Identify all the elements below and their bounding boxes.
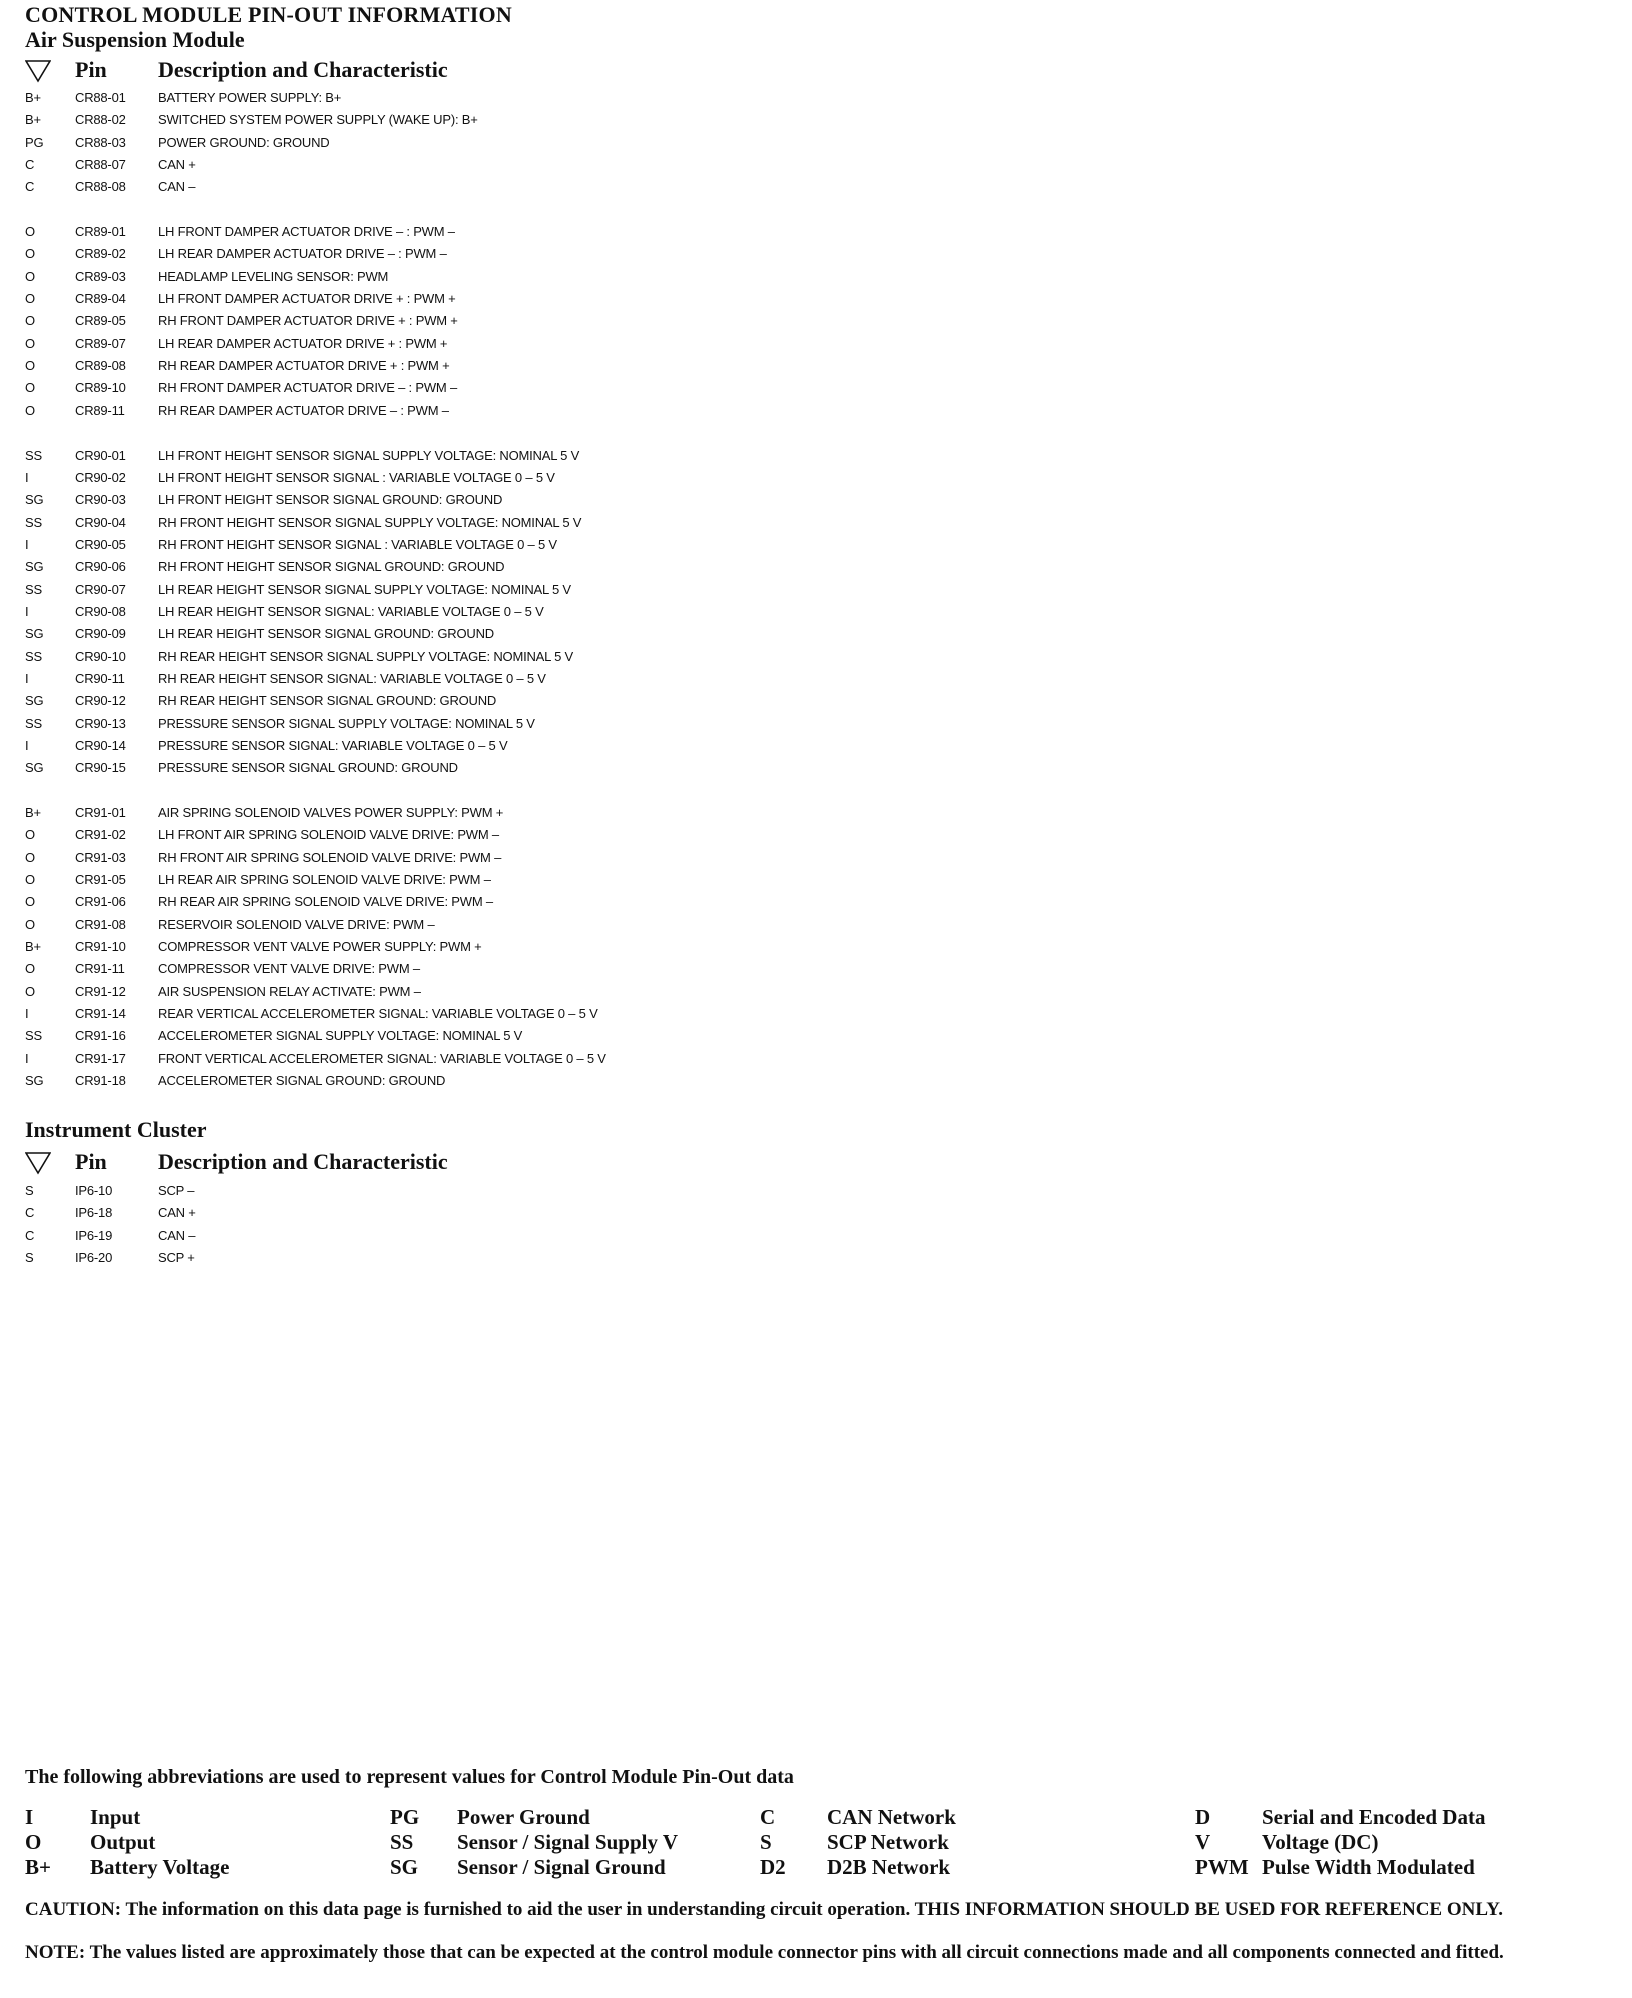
- pin-code: O: [25, 291, 35, 307]
- pin-code: C: [25, 1227, 35, 1243]
- pin-code: SG: [25, 492, 44, 508]
- pin-row: [25, 333, 825, 355]
- pin-number: CR91-18: [75, 1073, 126, 1089]
- column-header-description: Description and Characteristic: [158, 1149, 448, 1174]
- pin-row: [25, 668, 825, 690]
- pin-row: [25, 847, 825, 869]
- pin-code: O: [25, 402, 35, 418]
- pin-code: O: [25, 313, 35, 329]
- pin-description: AIR SPRING SOLENOID VALVES POWER SUPPLY: PWM +: [158, 805, 504, 820]
- pin-number: CR90-01: [75, 447, 126, 463]
- pin-row: [25, 445, 825, 467]
- pin-table-instrument-cluster: [25, 1180, 825, 1269]
- pin-code: S: [25, 1183, 34, 1198]
- pin-row: [25, 132, 825, 154]
- pin-code: O: [25, 224, 35, 240]
- pin-number: CR88-01: [75, 90, 126, 105]
- triangle-symbol-icon: [25, 1151, 51, 1175]
- pin-code: O: [25, 827, 35, 843]
- pin-code: SS: [25, 715, 42, 731]
- pin-row: [25, 154, 825, 176]
- pin-row: [25, 891, 825, 913]
- pin-description: HEADLAMP LEVELING SENSOR: PWM: [158, 268, 389, 284]
- pin-number: IP6-20: [75, 1250, 113, 1266]
- pin-number: CR88-08: [75, 179, 126, 195]
- pin-number: CR90-02: [75, 469, 126, 485]
- pin-description: SCP +: [158, 1250, 195, 1266]
- pin-row: [25, 1048, 825, 1070]
- legend-def: Sensor / Signal Supply V: [457, 1830, 678, 1854]
- pin-number: CR89-03: [75, 268, 126, 284]
- legend-abbr: I: [25, 1805, 34, 1829]
- pin-code: SS: [25, 447, 42, 463]
- pin-number: CR90-15: [75, 760, 126, 776]
- pin-code: SS: [25, 648, 42, 664]
- section-title-air-suspension: Air Suspension Module: [25, 27, 245, 52]
- pin-row: [25, 735, 825, 757]
- pin-row: [25, 534, 825, 556]
- pin-description: ACCELEROMETER SIGNAL SUPPLY VOLTAGE: NOMINAL 5 V: [158, 1028, 523, 1044]
- column-header-pin: Pin: [75, 1149, 107, 1174]
- pin-code: O: [25, 983, 35, 999]
- pin-code: C: [25, 157, 35, 173]
- pin-number: CR90-08: [75, 603, 126, 619]
- pin-number: IP6-10: [75, 1183, 113, 1198]
- pin-row: [25, 623, 825, 645]
- legend-def: Voltage (DC): [1262, 1830, 1379, 1854]
- pin-code: S: [25, 1250, 34, 1266]
- pin-description: RESERVOIR SOLENOID VALVE DRIVE: PWM –: [158, 916, 435, 932]
- pin-row: [25, 1225, 825, 1247]
- pin-description: ACCELEROMETER SIGNAL GROUND: GROUND: [158, 1073, 446, 1089]
- pin-number: CR90-06: [75, 559, 126, 575]
- legend-def: D2B Network: [827, 1855, 951, 1879]
- pin-row: [25, 310, 825, 332]
- pin-description: LH FRONT DAMPER ACTUATOR DRIVE + : PWM +: [158, 291, 456, 307]
- pin-row: [25, 109, 825, 131]
- pin-row: [25, 176, 825, 198]
- pin-description: RH REAR HEIGHT SENSOR SIGNAL SUPPLY VOLTAGE: NOMINAL 5 V: [158, 648, 574, 664]
- pin-number: CR90-12: [75, 693, 126, 709]
- pin-description: LH REAR DAMPER ACTUATOR DRIVE + : PWM +: [158, 335, 448, 351]
- legend-abbr: SS: [390, 1830, 414, 1854]
- pin-description: RH FRONT DAMPER ACTUATOR DRIVE – : PWM –: [158, 380, 457, 396]
- pin-code: I: [25, 670, 29, 686]
- pin-row: [25, 400, 825, 422]
- group-spacer: [25, 422, 825, 444]
- pin-code: O: [25, 849, 35, 865]
- pin-row: [25, 1025, 825, 1047]
- pin-description: CAN –: [158, 1227, 196, 1243]
- pin-description: FRONT VERTICAL ACCELEROMETER SIGNAL: VARIABLE VOLTAGE 0 – 5 V: [158, 1050, 606, 1066]
- pin-description: RH REAR HEIGHT SENSOR SIGNAL: VARIABLE VOLTAGE 0 – 5 V: [158, 670, 546, 686]
- legend-def: Sensor / Signal Ground: [457, 1855, 666, 1879]
- pin-number: CR91-02: [75, 827, 126, 843]
- pin-description: LH FRONT HEIGHT SENSOR SIGNAL : VARIABLE VOLTAGE 0 – 5 V: [158, 469, 555, 485]
- pin-number: CR90-03: [75, 492, 126, 508]
- pin-code: SS: [25, 1028, 42, 1044]
- pin-row: [25, 690, 825, 712]
- pin-code: O: [25, 916, 35, 932]
- pin-number: CR91-14: [75, 1006, 126, 1022]
- pin-number: CR90-11: [75, 670, 125, 686]
- pin-row: [25, 556, 825, 578]
- pin-row: [25, 243, 825, 265]
- column-header-description: Description and Characteristic: [158, 57, 448, 82]
- pin-description: PRESSURE SENSOR SIGNAL: VARIABLE VOLTAGE 0 – 5 V: [158, 737, 508, 753]
- pin-number: CR91-03: [75, 849, 126, 865]
- legend-abbr: D2: [760, 1855, 786, 1879]
- legend-abbr: PG: [390, 1805, 420, 1829]
- pin-row: [25, 958, 825, 980]
- legend-def: Input: [90, 1805, 141, 1829]
- pin-number: CR88-07: [75, 157, 126, 173]
- pin-row: [25, 914, 825, 936]
- pin-description: LH REAR DAMPER ACTUATOR DRIVE – : PWM –: [158, 246, 447, 262]
- pin-description: PRESSURE SENSOR SIGNAL SUPPLY VOLTAGE: NOMINAL 5 V: [158, 715, 535, 731]
- pin-description: COMPRESSOR VENT VALVE POWER SUPPLY: PWM +: [158, 939, 482, 955]
- pin-number: CR90-04: [75, 514, 126, 530]
- pin-row: [25, 355, 825, 377]
- pin-description: AIR SUSPENSION RELAY ACTIVATE: PWM –: [158, 983, 421, 999]
- pin-description: PRESSURE SENSOR SIGNAL GROUND: GROUND: [158, 760, 458, 776]
- pin-description: CAN +: [158, 157, 196, 173]
- pin-code: I: [25, 469, 29, 485]
- pin-row: [25, 87, 825, 109]
- group-spacer: [25, 199, 825, 221]
- group-spacer: [25, 780, 825, 802]
- pin-description: LH FRONT HEIGHT SENSOR SIGNAL SUPPLY VOLTAGE: NOMINAL 5 V: [158, 447, 580, 463]
- pin-row: [25, 802, 825, 824]
- legend-def: SCP Network: [827, 1830, 949, 1854]
- legend-def: Power Ground: [457, 1805, 590, 1829]
- pin-number: CR91-01: [75, 805, 126, 820]
- pin-code: SG: [25, 1073, 44, 1089]
- pin-description: LH FRONT DAMPER ACTUATOR DRIVE – : PWM –: [158, 224, 455, 240]
- pin-code: I: [25, 1050, 29, 1066]
- pin-row: [25, 1202, 825, 1224]
- pin-code: I: [25, 1006, 29, 1022]
- pin-number: CR89-01: [75, 224, 126, 240]
- pin-code: O: [25, 894, 35, 910]
- pin-row: [25, 266, 825, 288]
- pin-number: CR91-05: [75, 872, 126, 888]
- pin-number: CR88-02: [75, 112, 126, 128]
- pin-number: CR89-05: [75, 313, 126, 329]
- pin-row: [25, 824, 825, 846]
- pin-number: CR90-10: [75, 648, 126, 664]
- pin-description: LH FRONT HEIGHT SENSOR SIGNAL GROUND: GROUND: [158, 492, 503, 508]
- pin-number: CR90-13: [75, 715, 126, 731]
- pin-row: [25, 936, 825, 958]
- pin-row: [25, 1247, 825, 1269]
- pin-number: CR91-06: [75, 894, 126, 910]
- pin-code: I: [25, 536, 29, 552]
- pin-description: SCP –: [158, 1183, 195, 1198]
- column-header-instrument-cluster: [25, 1149, 725, 1179]
- pin-number: CR88-03: [75, 134, 126, 150]
- pin-code: O: [25, 268, 35, 284]
- legend-abbr: O: [25, 1830, 42, 1854]
- pin-row: [25, 646, 825, 668]
- pin-row: [25, 1003, 825, 1025]
- pin-code: O: [25, 335, 35, 351]
- pin-description: RH REAR DAMPER ACTUATOR DRIVE + : PWM +: [158, 358, 450, 374]
- pin-row: [25, 377, 825, 399]
- pin-number: CR91-10: [75, 939, 126, 955]
- pin-number: CR91-08: [75, 916, 126, 932]
- legend-def: CAN Network: [827, 1805, 956, 1829]
- pin-code: O: [25, 872, 35, 888]
- caution-text: CAUTION: The information on this data page is furnished to aid the user in understanding circuit operation. THIS INFORMATION SHOULD BE USED FOR REFERENCE ONLY.: [25, 1899, 1504, 1920]
- column-header-pin: Pin: [75, 57, 107, 82]
- pin-description: POWER GROUND: GROUND: [158, 134, 330, 150]
- pin-code: PG: [25, 134, 44, 150]
- pin-description: LH REAR HEIGHT SENSOR SIGNAL SUPPLY VOLTAGE: NOMINAL 5 V: [158, 581, 571, 597]
- pin-code: C: [25, 1205, 35, 1221]
- legend-abbr: V: [1195, 1830, 1211, 1854]
- pin-description: BATTERY POWER SUPPLY: B+: [158, 90, 342, 105]
- pin-code: SG: [25, 760, 44, 776]
- pin-row: [25, 713, 825, 735]
- pin-code: I: [25, 737, 29, 753]
- pin-row: [25, 601, 825, 623]
- pin-code: B+: [25, 939, 41, 955]
- pin-number: CR90-05: [75, 536, 126, 552]
- note-text: NOTE: The values listed are approximately those that can be expected at the control module connector pins with all circuit connections made and all components connected and fitted.: [25, 1942, 1504, 1963]
- pin-row: [25, 489, 825, 511]
- abbreviations-legend: [25, 1805, 1615, 1885]
- column-header-air-suspension: [25, 57, 725, 87]
- legend-abbr: D: [1195, 1805, 1211, 1829]
- pin-number: CR90-14: [75, 737, 126, 753]
- pin-row: [25, 512, 825, 534]
- pin-row: [25, 1180, 825, 1202]
- pin-row: [25, 757, 825, 779]
- pin-row: [25, 467, 825, 489]
- legend-def: Serial and Encoded Data: [1262, 1805, 1486, 1829]
- pin-code: O: [25, 961, 35, 977]
- pin-code: SG: [25, 626, 44, 642]
- pin-code: B+: [25, 805, 41, 820]
- pin-code: SG: [25, 693, 44, 709]
- pin-description: LH FRONT AIR SPRING SOLENOID VALVE DRIVE: PWM –: [158, 827, 499, 843]
- pin-description: RH FRONT HEIGHT SENSOR SIGNAL GROUND: GROUND: [158, 559, 505, 575]
- pin-number: IP6-19: [75, 1227, 113, 1243]
- legend-abbr: PWM: [1195, 1855, 1249, 1879]
- pin-description: RH FRONT HEIGHT SENSOR SIGNAL SUPPLY VOLTAGE: NOMINAL 5 V: [158, 514, 582, 530]
- pin-code: O: [25, 380, 35, 396]
- pin-number: CR89-02: [75, 246, 126, 262]
- pin-number: CR91-12: [75, 983, 126, 999]
- pin-code: I: [25, 603, 29, 619]
- legend-abbr: B+: [25, 1855, 51, 1879]
- pin-description: COMPRESSOR VENT VALVE DRIVE: PWM –: [158, 961, 420, 977]
- pin-description: SWITCHED SYSTEM POWER SUPPLY (WAKE UP): B+: [158, 112, 478, 128]
- pin-number: CR90-07: [75, 581, 126, 597]
- pin-description: RH FRONT AIR SPRING SOLENOID VALVE DRIVE: PWM –: [158, 849, 502, 865]
- pin-number: IP6-18: [75, 1205, 113, 1221]
- pin-code: C: [25, 179, 35, 195]
- pin-row: [25, 288, 825, 310]
- pin-description: CAN +: [158, 1205, 196, 1221]
- legend-abbr: SG: [390, 1855, 419, 1879]
- legend-abbr: C: [760, 1805, 776, 1829]
- legend-def: Battery Voltage: [90, 1855, 230, 1879]
- pin-row: [25, 579, 825, 601]
- pin-code: SS: [25, 581, 42, 597]
- legend-abbr: S: [760, 1830, 772, 1854]
- pin-description: LH REAR AIR SPRING SOLENOID VALVE DRIVE: PWM –: [158, 872, 491, 888]
- triangle-symbol-icon: [25, 59, 51, 83]
- pin-number: CR91-17: [75, 1050, 126, 1066]
- pin-code: B+: [25, 112, 41, 128]
- pin-description: REAR VERTICAL ACCELEROMETER SIGNAL: VARIABLE VOLTAGE 0 – 5 V: [158, 1006, 598, 1022]
- pin-number: CR91-11: [75, 961, 125, 977]
- pin-row: [25, 1070, 825, 1092]
- pin-number: CR89-08: [75, 358, 126, 374]
- pin-code: B+: [25, 90, 41, 105]
- page-title: CONTROL MODULE PIN-OUT INFORMATION: [25, 2, 512, 27]
- legend-def: Pulse Width Modulated: [1262, 1855, 1475, 1879]
- pin-row: [25, 869, 825, 891]
- pin-description: LH REAR HEIGHT SENSOR SIGNAL GROUND: GROUND: [158, 626, 494, 642]
- pin-number: CR89-10: [75, 380, 126, 396]
- pin-number: CR89-07: [75, 335, 126, 351]
- pin-description: RH REAR HEIGHT SENSOR SIGNAL GROUND: GROUND: [158, 693, 497, 709]
- pin-number: CR91-16: [75, 1028, 126, 1044]
- pin-number: CR89-11: [75, 402, 125, 418]
- pin-code: O: [25, 358, 35, 374]
- pin-description: RH REAR AIR SPRING SOLENOID VALVE DRIVE: PWM –: [158, 894, 493, 910]
- section-title-instrument-cluster: Instrument Cluster: [25, 1117, 207, 1142]
- pin-number: CR90-09: [75, 626, 126, 642]
- pin-code: O: [25, 246, 35, 262]
- pin-row: [25, 981, 825, 1003]
- abbreviations-intro: The following abbreviations are used to represent values for Control Module Pin-Out data: [25, 1766, 794, 1788]
- legend-def: Output: [90, 1830, 156, 1854]
- pin-description: RH FRONT HEIGHT SENSOR SIGNAL : VARIABLE VOLTAGE 0 – 5 V: [158, 536, 557, 552]
- pin-number: CR89-04: [75, 291, 126, 307]
- pin-description: RH REAR DAMPER ACTUATOR DRIVE – : PWM –: [158, 402, 449, 418]
- pin-row: [25, 221, 825, 243]
- pin-description: RH FRONT DAMPER ACTUATOR DRIVE + : PWM +: [158, 313, 458, 329]
- pin-code: SS: [25, 514, 42, 530]
- pin-code: SG: [25, 559, 44, 575]
- pin-table-air-suspension: [25, 87, 825, 1092]
- pin-description: CAN –: [158, 179, 196, 195]
- pin-description: LH REAR HEIGHT SENSOR SIGNAL: VARIABLE VOLTAGE 0 – 5 V: [158, 603, 544, 619]
